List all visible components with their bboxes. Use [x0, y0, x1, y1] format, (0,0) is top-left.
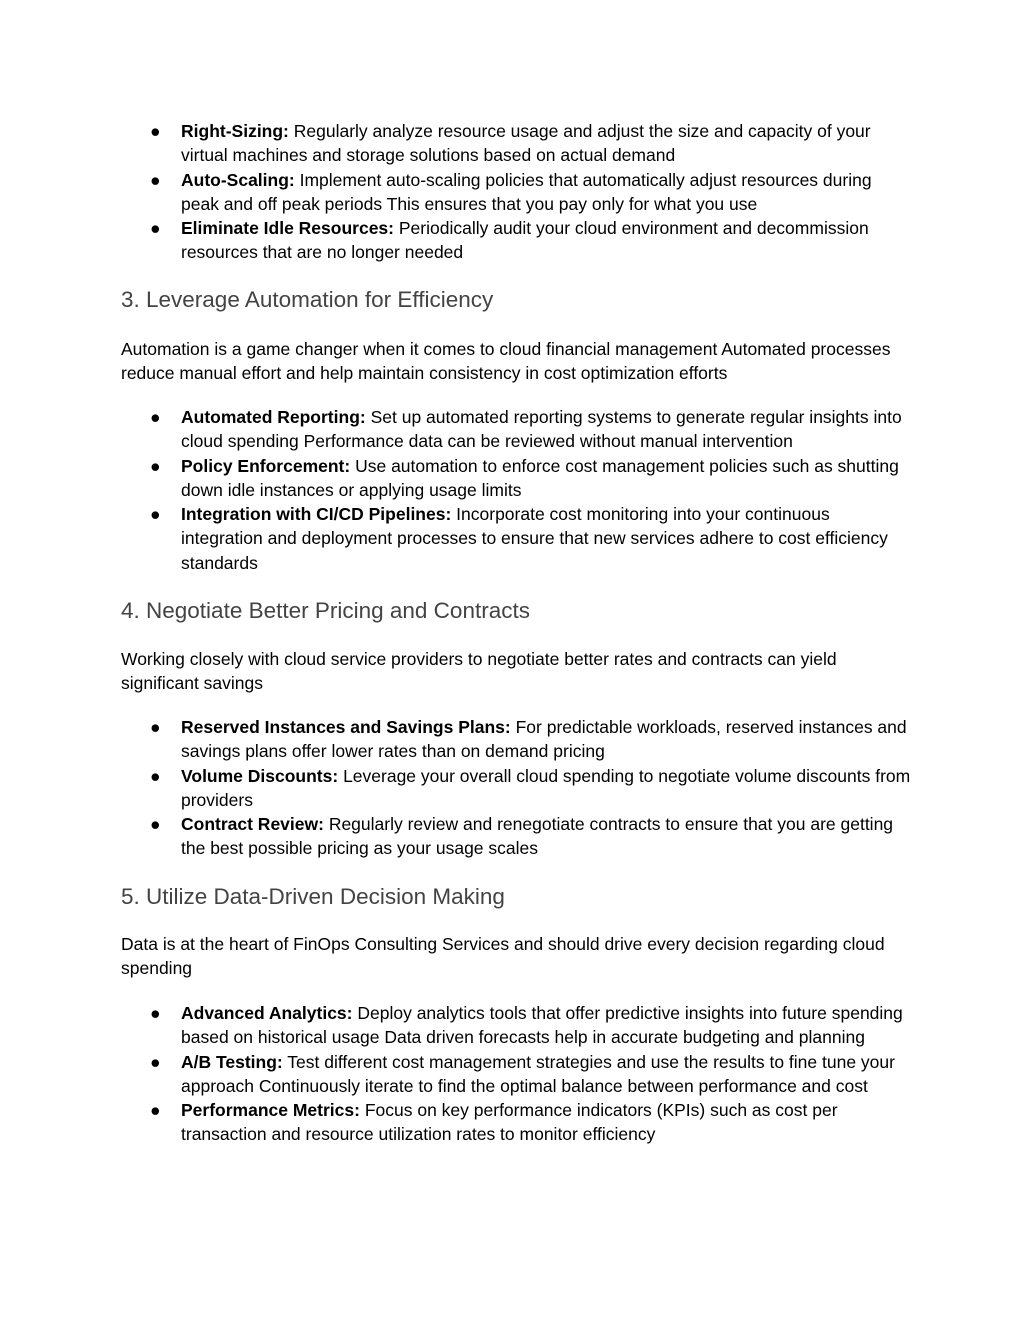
list-item: [121, 764, 911, 813]
bullet-icon: ●: [150, 814, 161, 835]
list-item: [121, 119, 911, 168]
section-5-list-block: [121, 1001, 911, 1147]
section-3-list: [121, 405, 911, 575]
resource-optimization-list: [121, 119, 911, 265]
list-item-term: Eliminate Idle Resources:: [181, 218, 394, 239]
list-item: [121, 715, 911, 764]
list-item-term: Right-Sizing:: [181, 121, 289, 141]
bullet-icon: ●: [150, 1051, 161, 1072]
section-3-heading: 3. Leverage Automation for Efficiency: [121, 287, 494, 312]
list-item: [121, 405, 911, 454]
list-item-term: Performance Metrics:: [181, 1100, 360, 1121]
bullet-icon: ●: [150, 218, 161, 239]
list-item: [121, 812, 911, 861]
list-item-term: Reserved Instances and Savings Plans:: [181, 717, 511, 737]
list-item-term: Advanced Analytics:: [181, 1003, 353, 1023]
bullet-icon: ●: [150, 407, 161, 427]
list-item: [121, 1001, 911, 1050]
list-item: [121, 1050, 911, 1099]
bullet-icon: ●: [150, 455, 161, 476]
list-item-text: Use automation to enforce cost management policies such as shutting down idle instances or applying usage limits: [181, 455, 899, 500]
bullet-icon: ●: [150, 717, 161, 737]
list-item-term: Automated Reporting:: [181, 407, 366, 427]
bullet-icon: ●: [150, 765, 161, 786]
list-item-text: Set up automated reporting systems to generate regular insights into cloud spending Performance data can be reviewed without manual intervention: [181, 407, 902, 452]
list-item: [121, 502, 911, 575]
list-item-term: A/B Testing:: [181, 1051, 283, 1072]
list-item-text: Focus on key performance indicators (KPIs) such as cost per transaction and resource utilization rates to monitor efficiency: [181, 1100, 838, 1145]
list-item-text: Deploy analytics tools that offer predictive insights into future spending based on historical usage Data driven forecasts help in accurate budgeting and planning: [181, 1003, 903, 1048]
bullet-icon: ●: [150, 504, 161, 525]
list-item-text: Leverage your overall cloud spending to negotiate volume discounts from providers: [181, 765, 911, 810]
list-item: [121, 1098, 911, 1147]
list-item-text: Regularly analyze resource usage and adjust the size and capacity of your virtual machines and storage solutions based on actual demand: [181, 121, 871, 166]
section-4-list: [121, 715, 911, 861]
bullet-icon: ●: [150, 121, 161, 141]
section-4-list-block: [121, 715, 911, 861]
bullet-icon: ●: [150, 169, 161, 190]
bullet-icon: ●: [150, 1100, 161, 1121]
section-5-heading: 5. Utilize Data-Driven Decision Making: [121, 884, 505, 909]
list-item-term: Volume Discounts:: [181, 765, 339, 786]
list-item-text: Incorporate cost monitoring into your continuous integration and deployment processes to ensure that new services adhere to cost efficiency standards: [181, 504, 888, 573]
list-item-text: Implement auto-scaling policies that automatically adjust resources during peak and off peak periods This ensures that you pay only for what you use: [181, 169, 872, 214]
section-3-list-block: [121, 405, 911, 575]
list-item: [121, 454, 911, 503]
list-item-term: Policy Enforcement:: [181, 455, 351, 476]
resource-optimization-list-block: [121, 119, 911, 265]
list-item-term: Contract Review:: [181, 814, 324, 835]
section-4-heading: 4. Negotiate Better Pricing and Contracts: [121, 598, 530, 623]
list-item: [121, 168, 911, 217]
list-item-text: Regularly review and renegotiate contracts to ensure that you are getting the best possible pricing as your usage scales: [181, 814, 894, 859]
section-3-paragraph: Automation is a game changer when it comes to cloud financial management Automated processes reduce manual effort and help maintain consistency in cost optimization efforts: [121, 339, 891, 384]
list-item-term: Auto-Scaling:: [181, 169, 295, 190]
list-item-term: Integration with CI/CD Pipelines:: [181, 504, 452, 525]
section-5-paragraph: Data is at the heart of FinOps Consulting Services and should drive every decision regarding cloud spending: [121, 934, 885, 979]
list-item-text: Periodically audit your cloud environment and decommission resources that are no longer needed: [181, 218, 869, 263]
list-item-text: For predictable workloads, reserved instances and savings plans offer lower rates than on demand pricing: [181, 717, 907, 762]
bullet-icon: ●: [150, 1003, 161, 1023]
section-5-list: [121, 1001, 911, 1147]
list-item-text: Test different cost management strategies and use the results to fine tune your approach Continuously iterate to find the optimal balance between performance and cost: [181, 1051, 895, 1096]
section-4-paragraph: Working closely with cloud service providers to negotiate better rates and contracts can yield significant savings: [121, 649, 837, 694]
list-item: [121, 216, 911, 265]
